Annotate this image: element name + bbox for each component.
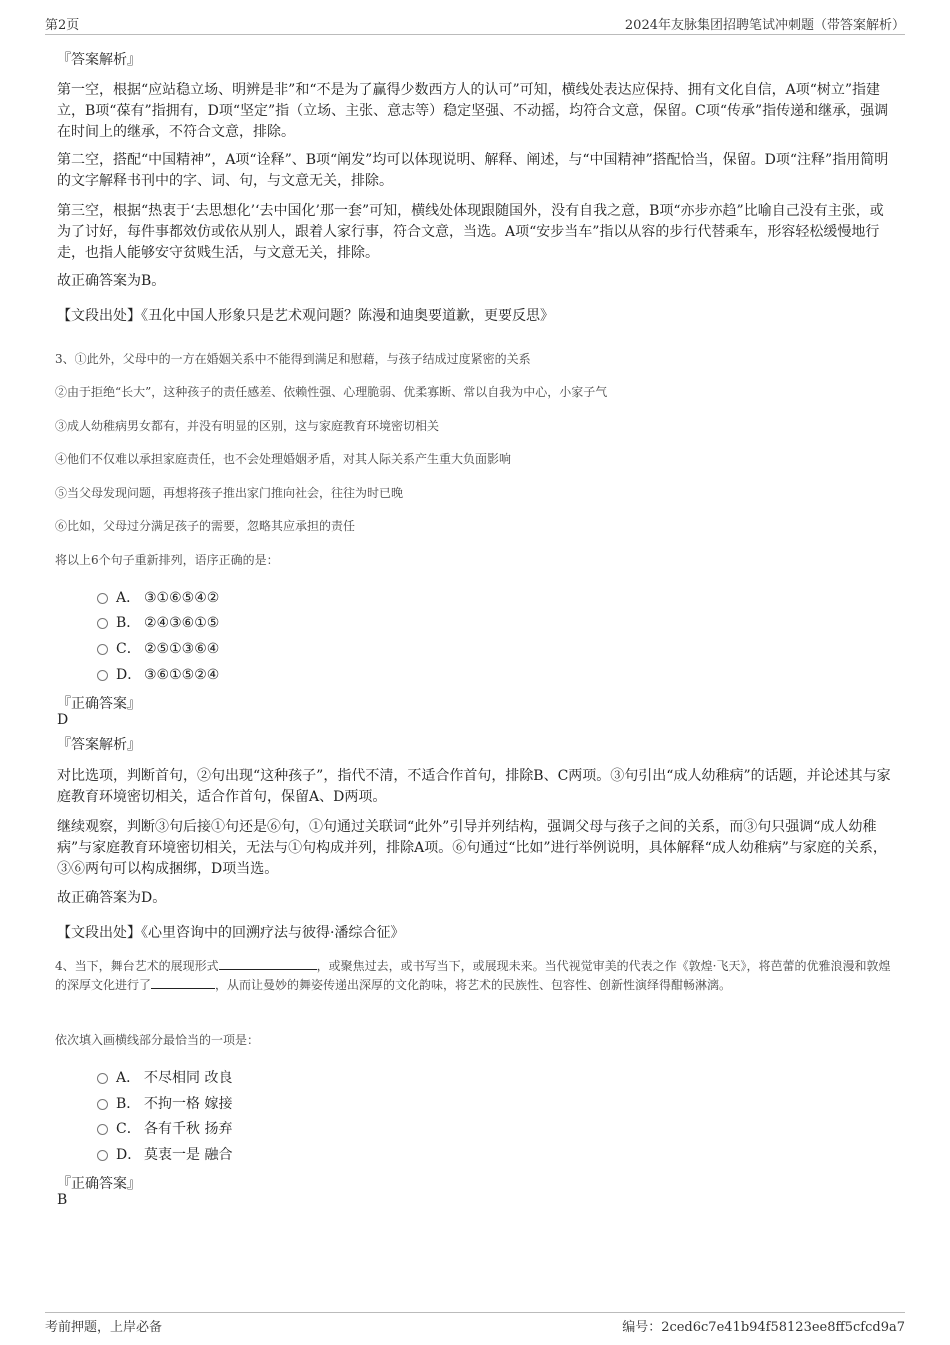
q4-blank-2	[151, 976, 215, 989]
analysis-paragraph-3: 第三空，根据“热衷于‘去思想化’‘去中国化’那一套”可知，横线处体现跟随国外，没有自我之意，B项“亦步亦趋”比喻自己没有主张，或为了讨好，每件事都效仿或依从别人，跟着人家行事，符合文意，当选。A项“安步当车”指以从容的步行代替乘车，形容轻松缓慢地行走，也指人能够安守贫贱生活，与文意无关，排除。	[57, 203, 884, 261]
page-header	[45, 14, 905, 35]
q3-analysis-tag: 『答案解析』	[57, 737, 141, 753]
q3-sentence-1: 3、①此外，父母中的一方在婚姻关系中不能得到满足和慰藉，与孩子结成过度紧密的关系	[55, 352, 531, 366]
analysis-paragraph-1: 第一空，根据“应站稳立场、明辨是非”和“不是为了赢得少数西方人的认可”可知，横线处表达应保持、拥有文化自信，A项“树立”指建立，B项“葆有”指拥有，D项“坚定”指（立场、主张、意志等）稳定坚强、不动摇，均符合文意，保留。C项“传承”指传递和继承，强调在时间上的继承，不符合文意，排除。	[57, 82, 889, 140]
q3-option-a[interactable]: A． ③①⑥⑤④②	[97, 587, 219, 607]
q4-blank-1	[219, 957, 317, 970]
q3-answer-tag: 『正确答案』	[57, 696, 141, 712]
q4-option-b[interactable]: B． 不拘一格 嫁接	[97, 1093, 232, 1113]
page-number: 第2页	[45, 18, 80, 33]
radio-icon[interactable]	[97, 618, 108, 629]
analysis-tag: 『答案解析』	[57, 52, 141, 68]
q3-option-b[interactable]: B． ②④③⑥①⑤	[97, 612, 219, 632]
q3-option-c[interactable]: C． ②⑤①③⑥④	[97, 638, 219, 658]
q3-sentence-3: ③成人幼稚病男女都有，并没有明显的区别，这与家庭教育环境密切相关	[55, 419, 440, 433]
q3-analysis-paragraph-1: 对比选项，判断首句，②句出现“这种孩子”，指代不清，不适合作首句，排除B、C两项。③句引出“成人幼稚病”的话题，并论述其与家庭教育环境密切相关，适合作首句，保留A、D两项。	[57, 768, 891, 805]
radio-icon[interactable]	[97, 644, 108, 655]
page-footer	[45, 1312, 905, 1338]
analysis-conclusion: 故正确答案为B。	[57, 273, 166, 289]
radio-icon[interactable]	[97, 1150, 108, 1161]
q4-option-c[interactable]: C． 各有千秋 扬弃	[97, 1118, 232, 1138]
document-title: 2024年友脉集团招聘笔试冲刺题（带答案解析）	[624, 18, 905, 33]
radio-icon[interactable]	[97, 670, 108, 681]
q3-analysis-paragraph-2: 继续观察，判断③句后接①句还是⑥句，①句通过关联词“此外”引导并列结构，强调父母与孩子之间的关系，而③句只强调“成人幼稚病”与家庭教育环境密切相关，无法与①句构成并列，排除A项。⑥句通过“比如”进行举例说明，具体解释“成人幼稚病”与家庭的关系，③⑥两句可以构成捆绑，D项当选。	[57, 819, 887, 877]
q3-prompt: 将以上6个句子重新排列，语序正确的是：	[55, 553, 279, 567]
q4-option-a[interactable]: A． 不尽相同 改良	[97, 1067, 232, 1087]
q3-sentence-2: ②由于拒绝“长大”，这种孩子的责任感差、依赖性强、心理脆弱、优柔寡断、常以自我为中心，小家子气	[55, 385, 608, 399]
radio-icon[interactable]	[97, 1124, 108, 1135]
q3-sentence-5: ⑤当父母发现问题，再想将孩子推出家门推向社会，往往为时已晚	[55, 486, 404, 500]
q3-sentence-6: ⑥比如，父母过分满足孩子的需要，忽略其应承担的责任	[55, 519, 356, 533]
analysis-paragraph-2: 第二空，搭配“中国精神”，A项“诠释”、B项“阐发”均可以体现说明、解释、阐述，与“中国精神”搭配恰当，保留。D项“注释”指用简明的文字解释书刊中的字、词、句，与文意无关，排除。	[57, 152, 889, 189]
q4-stem: 4、当下，舞台艺术的展现形式 ，或聚焦过去，或书写当下，或展现未来。当代视觉审美的代表之作《敦煌·飞天》，将芭蕾的优雅浪漫和敦煌的深厚文化进行了 ，从而让曼妙的舞姿传递出深厚的文化韵味，将艺术的民族性、包容性、创新性演绎得酣畅淋漓。	[55, 959, 891, 992]
q3-answer: D	[57, 712, 69, 728]
passage-source: 【文段出处】《丑化中国人形象只是艺术观问题？陈漫和迪奥要道歉，更要反思》	[57, 308, 554, 324]
q4-answer-tag: 『正确答案』	[57, 1176, 141, 1192]
q3-passage-source: 【文段出处】《心里咨询中的回溯疗法与彼得·潘综合征》	[57, 925, 405, 941]
q3-option-d[interactable]: D． ③⑥①⑤②④	[97, 664, 219, 684]
q4-option-d[interactable]: D． 莫衷一是 融合	[97, 1144, 232, 1164]
radio-icon[interactable]	[97, 1073, 108, 1084]
document-id: 编号：2ced6c7e41b94f58123ee8ff5cfcd9a7	[622, 1320, 905, 1335]
radio-icon[interactable]	[97, 1099, 108, 1110]
radio-icon[interactable]	[97, 593, 108, 604]
q3-sentence-4: ④他们不仅难以承担家庭责任，也不会处理婚姻矛盾，对其人际关系产生重大负面影响	[55, 452, 512, 466]
footer-slogan: 考前押题，上岸必备	[45, 1320, 163, 1335]
q4-answer: B	[57, 1192, 68, 1208]
q4-prompt: 依次填入画横线部分最恰当的一项是：	[55, 1033, 260, 1047]
q3-conclusion: 故正确答案为D。	[57, 890, 167, 906]
